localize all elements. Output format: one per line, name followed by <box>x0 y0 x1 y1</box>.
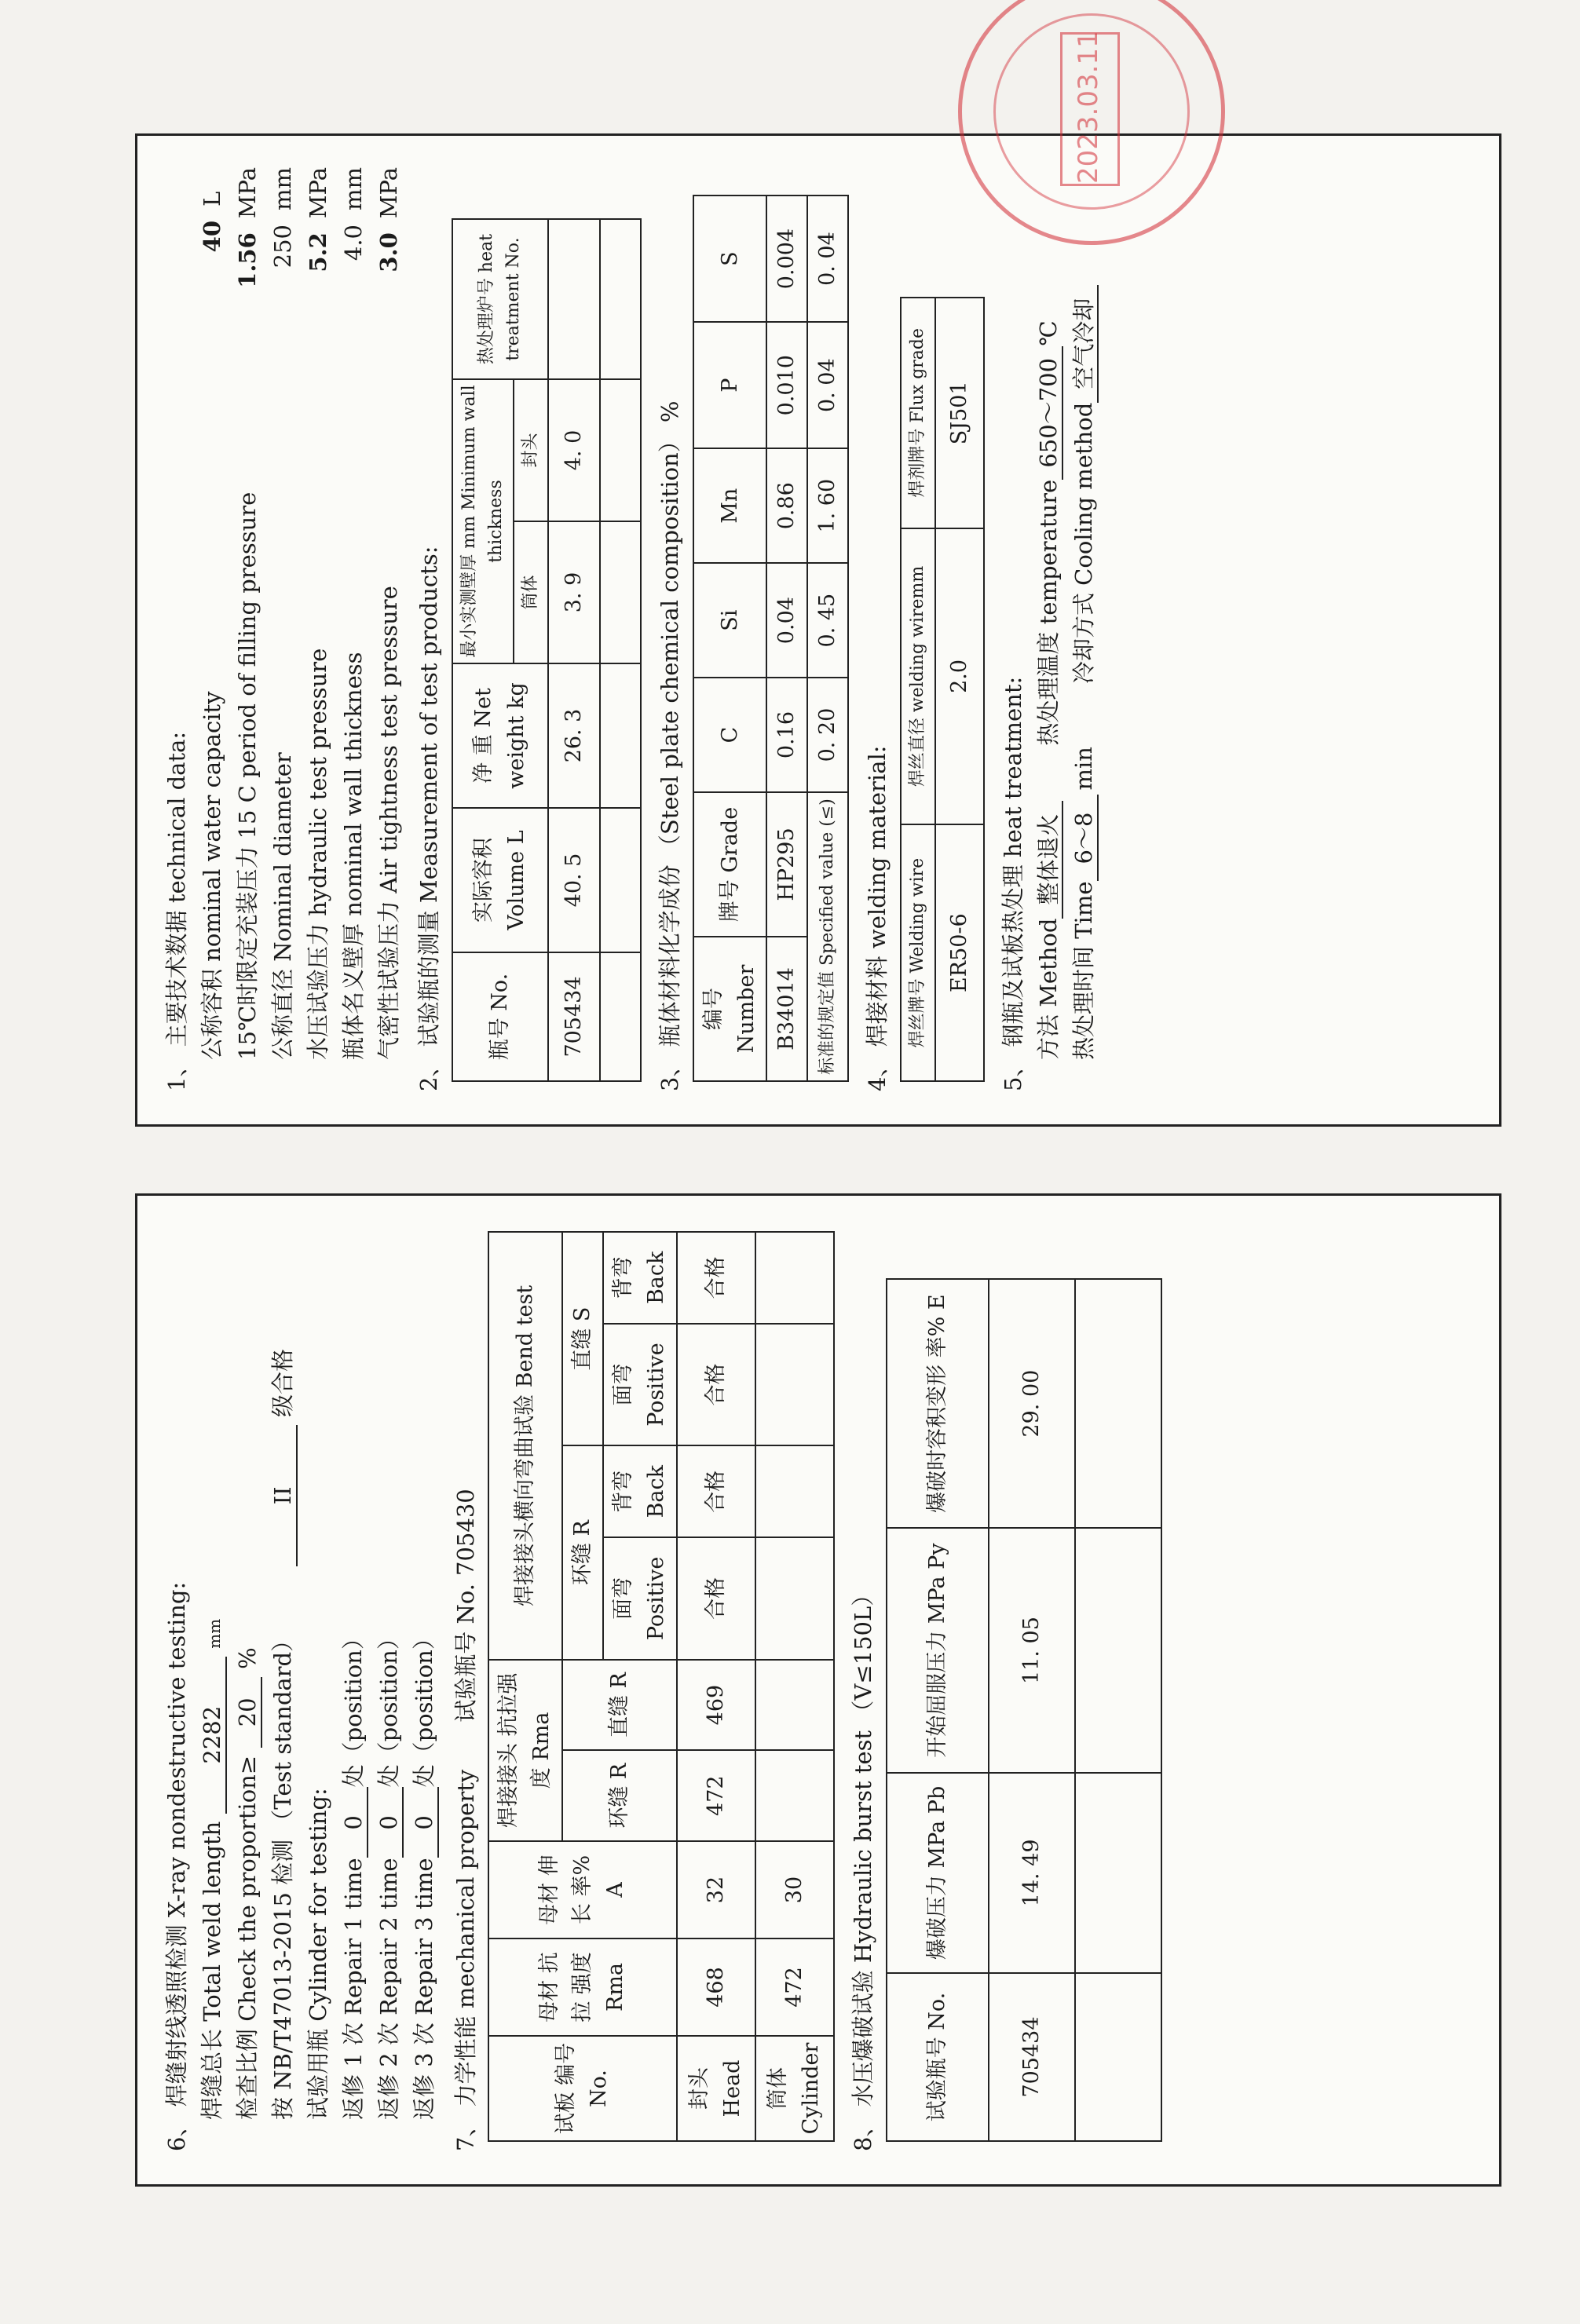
header-cell: 环缝 R <box>562 1445 603 1659</box>
header-cell: S <box>693 195 767 322</box>
mechanical-property-table <box>488 1231 834 2142</box>
hydraulic-burst-table <box>886 1278 1162 2142</box>
table-cell <box>755 1750 834 1841</box>
header-cell: 焊接接头横向弯曲试验 Bend test <box>488 1232 562 1660</box>
section-8-title: 8、 水压爆破试验 Hydraulic burst test （V≤150L） <box>849 1583 876 2151</box>
table-cell: 705434 <box>989 1973 1075 2141</box>
header-cell: 环缝 R <box>562 1750 677 1841</box>
spec-value: 40 <box>198 221 225 253</box>
spec-unit: MPa <box>375 167 402 219</box>
section-4-title: 4、 焊接材料 welding material: <box>864 745 891 1091</box>
table-cell: 0.004 <box>766 195 807 322</box>
table-cell <box>755 1232 834 1324</box>
table-cell: 筒体 Cylinder <box>755 2036 834 2141</box>
time-value: 6～8 <box>1071 795 1099 882</box>
table-cell: 468 <box>677 1938 755 2036</box>
section-5-title: 5、 钢瓶及试板热处理 heat treatment: <box>1000 676 1027 1091</box>
spec-unit: MPa <box>233 167 261 219</box>
table-cell: 合格 <box>677 1537 755 1660</box>
table-cell: 0. 20 <box>807 678 848 792</box>
table-row <box>989 1279 1075 2141</box>
table-cell: B34014 <box>766 937 807 1081</box>
section-6-title: 6、 焊缝射线透照检测 X-ray nondestructive testing: <box>163 1581 190 2151</box>
header-cell: 焊接接头 抗拉强度 Rma <box>488 1660 562 1841</box>
repair-value: 0 <box>376 1787 404 1858</box>
spec-label: 水压试验压力 hydraulic test pressure <box>304 648 331 1060</box>
spec-value: 3.0 <box>375 232 402 272</box>
cylinder-for-testing-row <box>301 1227 336 2151</box>
spec-row-air-tightness <box>371 167 407 1091</box>
table-cell: 封头 Head <box>677 2036 755 2141</box>
header-cell: 背弯 Back <box>603 1232 677 1324</box>
header-cell: 焊丝直径 welding wiremm <box>901 528 935 825</box>
spec-unit: L <box>198 191 225 206</box>
table-cell: 0.86 <box>766 448 807 563</box>
header-cell: 试板 编号 No. <box>488 2036 676 2141</box>
weld-length-unit: mm <box>204 1618 224 1649</box>
test-standard-grade: II <box>270 1425 298 1566</box>
test-standard-suffix: 级合格 <box>269 1348 296 1417</box>
section-3-title: 3、 瓶体材料化学成份 （Steel plate chemical composition） % <box>656 400 683 1091</box>
spec-row-hydraulic-pressure <box>301 167 336 1091</box>
header-cell: C <box>693 678 767 792</box>
spec-row-diameter <box>265 167 301 1091</box>
check-proportion-unit: % <box>233 1647 261 1669</box>
heat-treatment-row-1 <box>1031 167 1066 1091</box>
header-cell: 最小实测壁厚 mm Minimum wall thickness <box>452 379 514 663</box>
heat-treatment-row-2 <box>1066 167 1102 1091</box>
table-cell: 0. 45 <box>807 563 848 678</box>
table-cell: 标准的规定值 Specified value (≤) <box>807 792 848 1081</box>
spec-unit: MPa <box>304 167 331 219</box>
table-cell: ER50-6 <box>935 824 984 1081</box>
measurement-table <box>452 218 642 1082</box>
repair-row <box>407 1227 442 2151</box>
header-cell: 面弯 Positive <box>603 1537 677 1660</box>
section-7-title-row <box>448 1227 484 2151</box>
spec-value: 4.0 <box>339 225 367 261</box>
spec-label: 气密性试验压力 Air tightness test pressure <box>375 586 402 1060</box>
welding-material-table <box>900 297 985 1082</box>
table-header-row <box>452 219 514 1081</box>
table-row <box>935 298 984 1081</box>
test-results-panel <box>135 1193 1501 2187</box>
header-cell: 编号 Number <box>693 937 767 1081</box>
repair-value: 0 <box>411 1787 439 1858</box>
table-row <box>548 219 600 1081</box>
repair-suffix: 处（position） <box>375 1627 402 1788</box>
check-proportion-value: 20 <box>235 1677 262 1748</box>
time-label: 热处理时间 Time <box>1070 881 1097 1060</box>
table-row <box>677 1232 755 2141</box>
table-cell: 11. 05 <box>989 1528 1075 1773</box>
section-2-title: 2、 试验瓶的测量 Measurement of test products: <box>415 546 442 1091</box>
repair-suffix: 处（position） <box>410 1627 437 1788</box>
table-header-row <box>693 195 767 1081</box>
header-cell: 焊剂牌号 Flux grade <box>901 298 935 528</box>
table-row-spec <box>807 195 848 1081</box>
header-cell: 净 重 Net weight kg <box>452 663 548 808</box>
header-cell: 爆破时容积变形 率% E <box>887 1279 989 1528</box>
method-value: 整体退火 <box>1036 801 1063 919</box>
table-header-row <box>887 1279 989 2141</box>
table-cell <box>755 1445 834 1537</box>
header-cell: 试验瓶号 No. <box>887 1973 989 2141</box>
chemical-composition-table <box>693 195 849 1082</box>
table-cell: 14. 49 <box>989 1773 1075 1973</box>
header-cell: 母材 抗拉 强度 Rma <box>488 1938 676 2036</box>
table-cell: 0.010 <box>766 322 807 448</box>
table-cell: SJ501 <box>935 298 984 528</box>
header-cell: 牌号 Grade <box>693 792 767 937</box>
check-proportion-row <box>230 1227 265 2151</box>
test-standard-label: 按 NB/T47013-2015 检测 （Test standard） <box>269 1628 296 2120</box>
method-label: 方法 Method <box>1035 918 1062 1060</box>
table-cell <box>755 1537 834 1660</box>
spec-value: 250 <box>269 225 296 269</box>
repair-label: 返修 3 次 Repair 3 time <box>410 1858 437 2120</box>
table-cell: 26. 3 <box>548 663 600 808</box>
repair-suffix: 处（position） <box>339 1627 367 1788</box>
spec-row-wall-thickness <box>336 167 371 1091</box>
test-standard-row <box>265 1227 301 2151</box>
header-cell: 直缝 R <box>562 1660 677 1751</box>
table-cell <box>755 1660 834 1751</box>
cooling-label: 冷却方式 Cooling method <box>1070 402 1097 685</box>
spec-row-capacity <box>195 167 230 1091</box>
table-cell: 合格 <box>677 1324 755 1446</box>
check-proportion-label: 检查比例 Check the proportion≥ <box>233 1755 261 2120</box>
temperature-value: 650～700 <box>1036 346 1063 480</box>
weld-length-value: 2282 <box>199 1657 227 1814</box>
table-cell: 472 <box>677 1750 755 1841</box>
table-cell: 32 <box>677 1841 755 1938</box>
spec-label: 公称容积 nominal water capacity <box>198 691 225 1060</box>
table-cell <box>755 1324 834 1446</box>
table-cell: 0. 04 <box>807 322 848 448</box>
table-cell: 1. 60 <box>807 448 848 563</box>
repair-label: 返修 1 次 Repair 1 time <box>339 1858 367 2120</box>
spec-label: 公称直径 Nominal diameter <box>269 752 296 1060</box>
spec-value: 1.56 <box>233 232 261 288</box>
table-row-empty <box>600 219 641 1081</box>
spec-unit: mm <box>269 167 296 210</box>
header-cell: 筒体 <box>514 521 548 663</box>
header-cell: 直缝 S <box>562 1232 603 1445</box>
table-row-empty <box>1075 1279 1161 2141</box>
stamp-date: 2023.03.11 <box>1060 32 1120 186</box>
table-cell: 0. 04 <box>807 195 848 322</box>
table-cell <box>548 219 600 379</box>
table-cell: 0.16 <box>766 678 807 792</box>
table-row <box>766 195 807 1081</box>
cooling-value: 空气冷却 <box>1071 285 1099 403</box>
header-cell: 母材 伸长 率% A <box>488 1841 676 1938</box>
header-cell: 开始屈服压力 MPa Py <box>887 1528 989 1773</box>
temperature-label: 热处理温度 temperature <box>1035 479 1062 746</box>
spec-row-filling-pressure <box>230 167 265 1091</box>
spec-label: 15℃时限定充装压力 15 C period of filling pressure <box>233 491 261 1060</box>
table-cell: 0.04 <box>766 563 807 678</box>
table-header-row <box>901 298 935 1081</box>
header-cell: P <box>693 322 767 448</box>
table-cell: 合格 <box>677 1445 755 1537</box>
test-cylinder-no-label: 试验瓶号 No. <box>452 1583 479 1723</box>
repair-label: 返修 2 次 Repair 2 time <box>375 1858 402 2120</box>
technical-data-panel <box>135 31 1501 1127</box>
header-cell: 爆破压力 MPa Pb <box>887 1773 989 1973</box>
weld-length-label: 焊缝总长 Total weld length <box>198 1821 225 2120</box>
temperature-unit: ℃ <box>1035 320 1062 346</box>
cylinder-for-testing-label: 试验用瓶 Cylinder for testing: <box>304 1788 331 2120</box>
section-1-title: 1、 主要技术数据 technical data: <box>163 731 190 1091</box>
table-cell: 705434 <box>548 952 600 1081</box>
weld-length-row <box>195 1227 230 2151</box>
spec-label: 瓶体名义壁厚 nominal wall thickness <box>339 652 367 1060</box>
header-cell: 瓶号 No. <box>452 952 548 1081</box>
header-cell: 背弯 Back <box>603 1445 677 1537</box>
spec-unit: mm <box>339 167 367 210</box>
repair-row <box>371 1227 407 2151</box>
table-cell: 469 <box>677 1660 755 1751</box>
repair-row <box>336 1227 371 2151</box>
header-cell: 封头 <box>514 379 548 521</box>
table-cell: 合格 <box>677 1232 755 1324</box>
header-cell: 实际容积 Volume L <box>452 808 548 952</box>
table-cell: 30 <box>755 1841 834 1938</box>
header-cell: Si <box>693 563 767 678</box>
header-cell: 热处理炉号 heat treatment No. <box>452 219 548 379</box>
spec-value: 5.2 <box>304 232 331 272</box>
table-cell: 3. 9 <box>548 521 600 663</box>
table-row <box>755 1232 834 2141</box>
time-unit: min <box>1070 747 1097 791</box>
section-7-title: 7、 力学性能 mechanical property <box>452 1769 479 2151</box>
table-cell: 472 <box>755 1938 834 2036</box>
table-cell: 2.0 <box>935 528 984 825</box>
table-header-row <box>488 1232 562 2141</box>
table-cell: HP295 <box>766 792 807 937</box>
table-cell: 4. 0 <box>548 379 600 521</box>
test-cylinder-no: 705430 <box>452 1489 479 1576</box>
repair-value: 0 <box>341 1787 368 1858</box>
table-cell: 40. 5 <box>548 808 600 952</box>
technical-data-list <box>195 167 407 1091</box>
header-cell: Mn <box>693 448 767 563</box>
table-cell: 29. 00 <box>989 1279 1075 1528</box>
header-cell: 面弯 Positive <box>603 1324 677 1446</box>
header-cell: 焊丝牌号 Welding wire <box>901 824 935 1081</box>
